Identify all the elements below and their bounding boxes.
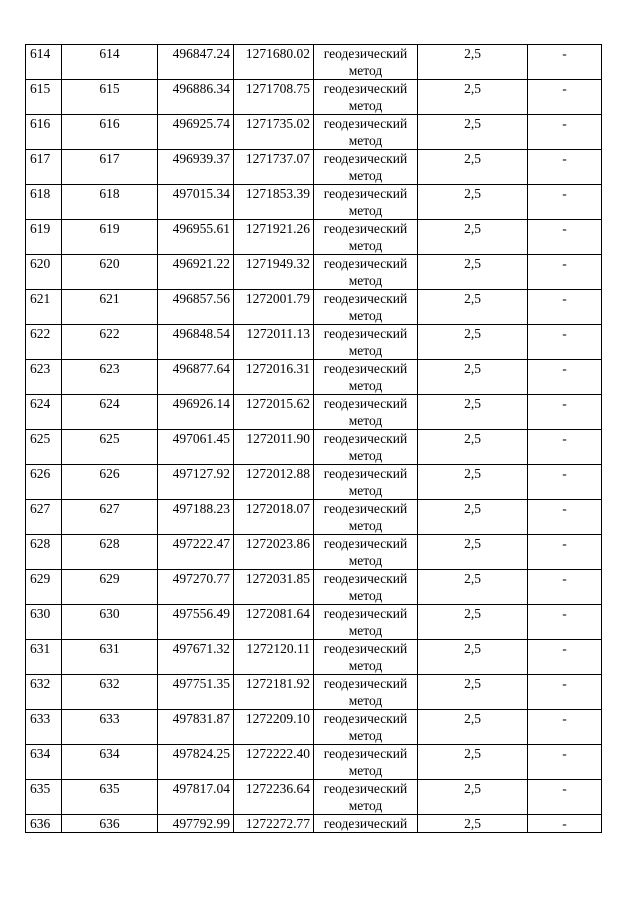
point-id-cell: 630 bbox=[62, 605, 158, 640]
table-row bbox=[26, 710, 602, 745]
point-id-cell: 623 bbox=[62, 360, 158, 395]
row-number-cell: 623 bbox=[26, 360, 62, 395]
table-row bbox=[26, 115, 602, 150]
accuracy-cell: 2,5 bbox=[418, 815, 528, 833]
y-coordinate-cell: 1272016.31 bbox=[234, 360, 314, 395]
x-coordinate-cell: 496877.64 bbox=[158, 360, 234, 395]
accuracy-cell: 2,5 bbox=[418, 290, 528, 325]
row-number-cell: 619 bbox=[26, 220, 62, 255]
accuracy-cell: 2,5 bbox=[418, 710, 528, 745]
table-row bbox=[26, 535, 602, 570]
point-id-cell: 622 bbox=[62, 325, 158, 360]
x-coordinate-cell: 497824.25 bbox=[158, 745, 234, 780]
x-coordinate-cell: 496955.61 bbox=[158, 220, 234, 255]
point-id-cell: 619 bbox=[62, 220, 158, 255]
y-coordinate-cell: 1272001.79 bbox=[234, 290, 314, 325]
accuracy-cell: 2,5 bbox=[418, 430, 528, 465]
table-row bbox=[26, 185, 602, 220]
table-row bbox=[26, 395, 602, 430]
row-number-cell: 622 bbox=[26, 325, 62, 360]
point-id-cell: 635 bbox=[62, 780, 158, 815]
accuracy-cell: 2,5 bbox=[418, 745, 528, 780]
y-coordinate-cell: 1272181.92 bbox=[234, 675, 314, 710]
y-coordinate-cell: 1271680.02 bbox=[234, 45, 314, 80]
method-cell: геодезический метод bbox=[314, 605, 418, 640]
table-row bbox=[26, 430, 602, 465]
x-coordinate-cell: 497015.34 bbox=[158, 185, 234, 220]
row-number-cell: 624 bbox=[26, 395, 62, 430]
method-cell: геодезический метод bbox=[314, 255, 418, 290]
note-cell: - bbox=[528, 605, 602, 640]
accuracy-cell: 2,5 bbox=[418, 220, 528, 255]
y-coordinate-cell: 1272209.10 bbox=[234, 710, 314, 745]
method-cell: геодезический метод bbox=[314, 325, 418, 360]
note-cell: - bbox=[528, 80, 602, 115]
method-cell: геодезический метод bbox=[314, 360, 418, 395]
x-coordinate-cell: 497556.49 bbox=[158, 605, 234, 640]
note-cell: - bbox=[528, 150, 602, 185]
point-id-cell: 631 bbox=[62, 640, 158, 675]
accuracy-cell: 2,5 bbox=[418, 115, 528, 150]
y-coordinate-cell: 1272011.13 bbox=[234, 325, 314, 360]
y-coordinate-cell: 1271735.02 bbox=[234, 115, 314, 150]
accuracy-cell: 2,5 bbox=[418, 325, 528, 360]
x-coordinate-cell: 496847.24 bbox=[158, 45, 234, 80]
table-row bbox=[26, 780, 602, 815]
note-cell: - bbox=[528, 430, 602, 465]
y-coordinate-cell: 1272015.62 bbox=[234, 395, 314, 430]
note-cell: - bbox=[528, 535, 602, 570]
row-number-cell: 634 bbox=[26, 745, 62, 780]
point-id-cell: 615 bbox=[62, 80, 158, 115]
note-cell: - bbox=[528, 745, 602, 780]
document-page bbox=[25, 44, 601, 833]
y-coordinate-cell: 1272023.86 bbox=[234, 535, 314, 570]
accuracy-cell: 2,5 bbox=[418, 465, 528, 500]
x-coordinate-cell: 496939.37 bbox=[158, 150, 234, 185]
method-cell: геодезический метод bbox=[314, 745, 418, 780]
coordinates-table bbox=[25, 44, 602, 833]
point-id-cell: 633 bbox=[62, 710, 158, 745]
note-cell: - bbox=[528, 395, 602, 430]
accuracy-cell: 2,5 bbox=[418, 45, 528, 80]
row-number-cell: 618 bbox=[26, 185, 62, 220]
accuracy-cell: 2,5 bbox=[418, 675, 528, 710]
x-coordinate-cell: 496848.54 bbox=[158, 325, 234, 360]
y-coordinate-cell: 1271708.75 bbox=[234, 80, 314, 115]
row-number-cell: 632 bbox=[26, 675, 62, 710]
table-row bbox=[26, 45, 602, 80]
table-row bbox=[26, 465, 602, 500]
row-number-cell: 620 bbox=[26, 255, 62, 290]
x-coordinate-cell: 497188.23 bbox=[158, 500, 234, 535]
table-row bbox=[26, 80, 602, 115]
note-cell: - bbox=[528, 640, 602, 675]
row-number-cell: 636 bbox=[26, 815, 62, 833]
row-number-cell: 629 bbox=[26, 570, 62, 605]
point-id-cell: 624 bbox=[62, 395, 158, 430]
accuracy-cell: 2,5 bbox=[418, 150, 528, 185]
y-coordinate-cell: 1272272.77 bbox=[234, 815, 314, 833]
accuracy-cell: 2,5 bbox=[418, 535, 528, 570]
table-row bbox=[26, 500, 602, 535]
method-cell: геодезический метод bbox=[314, 220, 418, 255]
x-coordinate-cell: 497671.32 bbox=[158, 640, 234, 675]
point-id-cell: 625 bbox=[62, 430, 158, 465]
accuracy-cell: 2,5 bbox=[418, 395, 528, 430]
note-cell: - bbox=[528, 290, 602, 325]
y-coordinate-cell: 1272018.07 bbox=[234, 500, 314, 535]
table-row bbox=[26, 570, 602, 605]
x-coordinate-cell: 496926.14 bbox=[158, 395, 234, 430]
method-cell: геодезический метод bbox=[314, 80, 418, 115]
note-cell: - bbox=[528, 115, 602, 150]
row-number-cell: 626 bbox=[26, 465, 62, 500]
x-coordinate-cell: 496925.74 bbox=[158, 115, 234, 150]
table-row bbox=[26, 745, 602, 780]
table-row bbox=[26, 255, 602, 290]
method-cell: геодезический метод bbox=[314, 115, 418, 150]
point-id-cell: 636 bbox=[62, 815, 158, 833]
y-coordinate-cell: 1272011.90 bbox=[234, 430, 314, 465]
note-cell: - bbox=[528, 185, 602, 220]
point-id-cell: 627 bbox=[62, 500, 158, 535]
method-cell: геодезический метод bbox=[314, 640, 418, 675]
x-coordinate-cell: 497751.35 bbox=[158, 675, 234, 710]
x-coordinate-cell: 497792.99 bbox=[158, 815, 234, 833]
note-cell: - bbox=[528, 675, 602, 710]
method-cell: геодезический метод bbox=[314, 150, 418, 185]
y-coordinate-cell: 1272222.40 bbox=[234, 745, 314, 780]
point-id-cell: 614 bbox=[62, 45, 158, 80]
point-id-cell: 626 bbox=[62, 465, 158, 500]
note-cell: - bbox=[528, 45, 602, 80]
method-cell: геодезический метод bbox=[314, 780, 418, 815]
note-cell: - bbox=[528, 500, 602, 535]
method-cell: геодезический метод bbox=[314, 535, 418, 570]
row-number-cell: 631 bbox=[26, 640, 62, 675]
method-cell: геодезический метод bbox=[314, 465, 418, 500]
y-coordinate-cell: 1272236.64 bbox=[234, 780, 314, 815]
x-coordinate-cell: 497127.92 bbox=[158, 465, 234, 500]
note-cell: - bbox=[528, 815, 602, 833]
table-row bbox=[26, 815, 602, 833]
x-coordinate-cell: 497831.87 bbox=[158, 710, 234, 745]
accuracy-cell: 2,5 bbox=[418, 255, 528, 290]
point-id-cell: 634 bbox=[62, 745, 158, 780]
point-id-cell: 632 bbox=[62, 675, 158, 710]
note-cell: - bbox=[528, 570, 602, 605]
x-coordinate-cell: 496857.56 bbox=[158, 290, 234, 325]
note-cell: - bbox=[528, 780, 602, 815]
row-number-cell: 616 bbox=[26, 115, 62, 150]
note-cell: - bbox=[528, 710, 602, 745]
y-coordinate-cell: 1272120.11 bbox=[234, 640, 314, 675]
y-coordinate-cell: 1271921.26 bbox=[234, 220, 314, 255]
x-coordinate-cell: 497270.77 bbox=[158, 570, 234, 605]
accuracy-cell: 2,5 bbox=[418, 185, 528, 220]
row-number-cell: 614 bbox=[26, 45, 62, 80]
y-coordinate-cell: 1272031.85 bbox=[234, 570, 314, 605]
y-coordinate-cell: 1272012.88 bbox=[234, 465, 314, 500]
accuracy-cell: 2,5 bbox=[418, 360, 528, 395]
y-coordinate-cell: 1272081.64 bbox=[234, 605, 314, 640]
row-number-cell: 617 bbox=[26, 150, 62, 185]
method-cell: геодезический метод bbox=[314, 290, 418, 325]
point-id-cell: 620 bbox=[62, 255, 158, 290]
row-number-cell: 621 bbox=[26, 290, 62, 325]
table-row bbox=[26, 605, 602, 640]
accuracy-cell: 2,5 bbox=[418, 500, 528, 535]
accuracy-cell: 2,5 bbox=[418, 80, 528, 115]
note-cell: - bbox=[528, 325, 602, 360]
table-body bbox=[26, 45, 602, 833]
row-number-cell: 635 bbox=[26, 780, 62, 815]
row-number-cell: 625 bbox=[26, 430, 62, 465]
point-id-cell: 628 bbox=[62, 535, 158, 570]
method-cell: геодезический метод bbox=[314, 185, 418, 220]
row-number-cell: 615 bbox=[26, 80, 62, 115]
method-cell: геодезический метод bbox=[314, 570, 418, 605]
accuracy-cell: 2,5 bbox=[418, 640, 528, 675]
y-coordinate-cell: 1271853.39 bbox=[234, 185, 314, 220]
x-coordinate-cell: 496886.34 bbox=[158, 80, 234, 115]
table-row bbox=[26, 220, 602, 255]
accuracy-cell: 2,5 bbox=[418, 605, 528, 640]
note-cell: - bbox=[528, 220, 602, 255]
table-row bbox=[26, 150, 602, 185]
method-cell: геодезический метод bbox=[314, 500, 418, 535]
accuracy-cell: 2,5 bbox=[418, 570, 528, 605]
row-number-cell: 630 bbox=[26, 605, 62, 640]
point-id-cell: 629 bbox=[62, 570, 158, 605]
x-coordinate-cell: 497817.04 bbox=[158, 780, 234, 815]
table-row bbox=[26, 640, 602, 675]
y-coordinate-cell: 1271949.32 bbox=[234, 255, 314, 290]
point-id-cell: 618 bbox=[62, 185, 158, 220]
method-cell: геодезический метод bbox=[314, 675, 418, 710]
table-row bbox=[26, 675, 602, 710]
x-coordinate-cell: 496921.22 bbox=[158, 255, 234, 290]
table-row bbox=[26, 325, 602, 360]
point-id-cell: 616 bbox=[62, 115, 158, 150]
note-cell: - bbox=[528, 255, 602, 290]
point-id-cell: 617 bbox=[62, 150, 158, 185]
accuracy-cell: 2,5 bbox=[418, 780, 528, 815]
method-cell: геодезический метод bbox=[314, 710, 418, 745]
method-cell: геодезический метод bbox=[314, 395, 418, 430]
x-coordinate-cell: 497061.45 bbox=[158, 430, 234, 465]
note-cell: - bbox=[528, 360, 602, 395]
y-coordinate-cell: 1271737.07 bbox=[234, 150, 314, 185]
method-cell: геодезический метод bbox=[314, 430, 418, 465]
x-coordinate-cell: 497222.47 bbox=[158, 535, 234, 570]
row-number-cell: 627 bbox=[26, 500, 62, 535]
table-row bbox=[26, 290, 602, 325]
row-number-cell: 633 bbox=[26, 710, 62, 745]
note-cell: - bbox=[528, 465, 602, 500]
method-cell: геодезический bbox=[314, 815, 418, 833]
point-id-cell: 621 bbox=[62, 290, 158, 325]
table-row bbox=[26, 360, 602, 395]
row-number-cell: 628 bbox=[26, 535, 62, 570]
method-cell: геодезический метод bbox=[314, 45, 418, 80]
